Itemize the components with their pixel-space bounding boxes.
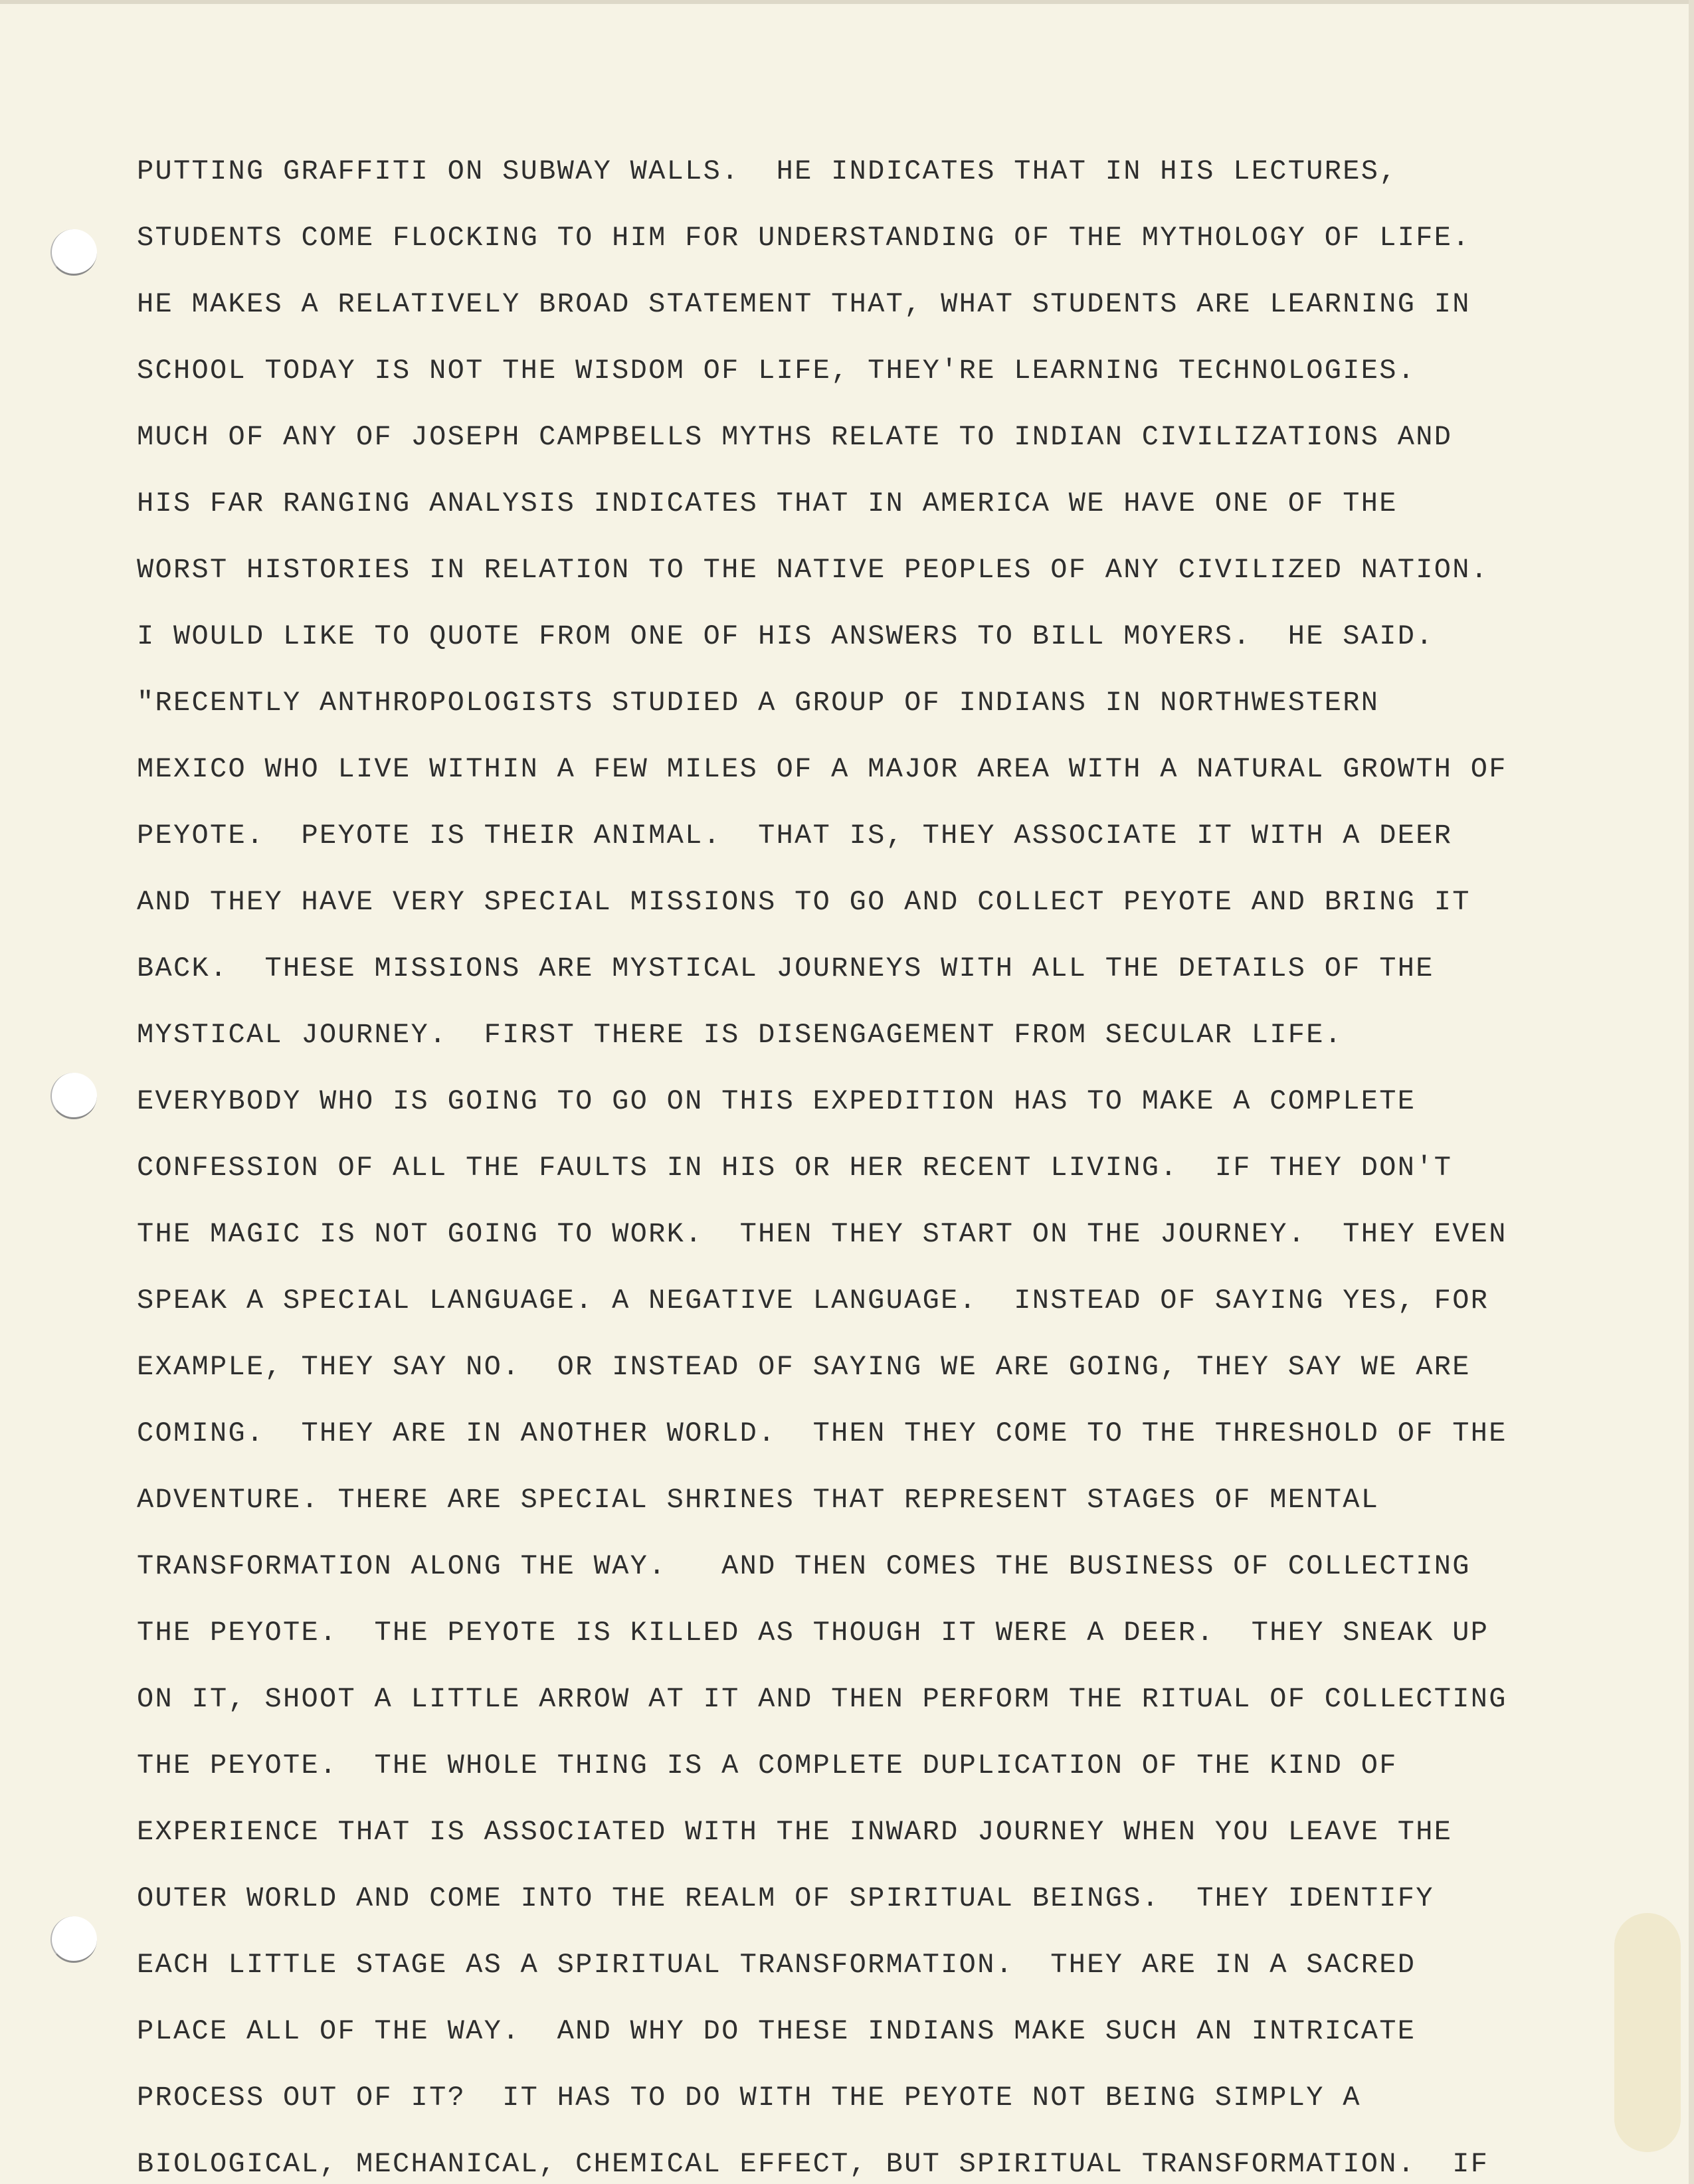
text-line: THE MAGIC IS NOT GOING TO WORK. THEN THEY START ON THE JOURNEY. THEY EVEN (137, 1218, 1507, 1250)
page-right-edge (1689, 0, 1694, 2184)
text-line: EACH LITTLE STAGE AS A SPIRITUAL TRANSFORMATION. THEY ARE IN A SACRED (137, 1949, 1416, 1981)
text-line: THE PEYOTE. THE WHOLE THING IS A COMPLETE DUPLICATION OF THE KIND OF (137, 1750, 1398, 1781)
text-line: BACK. THESE MISSIONS ARE MYSTICAL JOURNEYS WITH ALL THE DETAILS OF THE (137, 953, 1434, 984)
text-line: EVERYBODY WHO IS GOING TO GO ON THIS EXPEDITION HAS TO MAKE A COMPLETE (137, 1085, 1416, 1117)
text-line: PROCESS OUT OF IT? IT HAS TO DO WITH THE PEYOTE NOT BEING SIMPLY A (137, 2082, 1361, 2114)
text-line: HE MAKES A RELATIVELY BROAD STATEMENT THAT, WHAT STUDENTS ARE LEARNING IN (137, 288, 1471, 320)
text-line: PUTTING GRAFFITI ON SUBWAY WALLS. HE INDICATES THAT IN HIS LECTURES, (137, 155, 1398, 187)
text-line: THE PEYOTE. THE PEYOTE IS KILLED AS THOUGH IT WERE A DEER. THEY SNEAK UP (137, 1617, 1489, 1649)
text-line: TRANSFORMATION ALONG THE WAY. AND THEN COMES THE BUSINESS OF COLLECTING (137, 1550, 1471, 1582)
punch-hole-top (50, 229, 97, 276)
text-line: I WOULD LIKE TO QUOTE FROM ONE OF HIS ANSWERS TO BILL MOYERS. HE SAID. (137, 620, 1434, 652)
page-top-edge (0, 0, 1694, 4)
text-line: BIOLOGICAL, MECHANICAL, CHEMICAL EFFECT, BUT SPIRITUAL TRANSFORMATION. IF (137, 2148, 1489, 2180)
text-line: MUCH OF ANY OF JOSEPH CAMPBELLS MYTHS RELATE TO INDIAN CIVILIZATIONS AND (137, 421, 1453, 453)
text-line: PEYOTE. PEYOTE IS THEIR ANIMAL. THAT IS, THEY ASSOCIATE IT WITH A DEER (137, 820, 1453, 852)
text-line: CONFESSION OF ALL THE FAULTS IN HIS OR HER RECENT LIVING. IF THEY DON'T (137, 1152, 1453, 1184)
text-line: OUTER WORLD AND COME INTO THE REALM OF SPIRITUAL BEINGS. THEY IDENTIFY (137, 1882, 1434, 1914)
text-line: ADVENTURE. THERE ARE SPECIAL SHRINES THAT REPRESENT STAGES OF MENTAL (137, 1484, 1380, 1516)
text-line: EXAMPLE, THEY SAY NO. OR INSTEAD OF SAYING WE ARE GOING, THEY SAY WE ARE (137, 1351, 1471, 1383)
text-line: HIS FAR RANGING ANALYSIS INDICATES THAT IN AMERICA WE HAVE ONE OF THE (137, 488, 1398, 519)
text-line: MYSTICAL JOURNEY. FIRST THERE IS DISENGAGEMENT FROM SECULAR LIFE. (137, 1019, 1343, 1051)
punch-hole-middle (50, 1073, 97, 1119)
text-line: ON IT, SHOOT A LITTLE ARROW AT IT AND THEN PERFORM THE RITUAL OF COLLECTING (137, 1683, 1507, 1715)
text-line: COMING. THEY ARE IN ANOTHER WORLD. THEN THEY COME TO THE THRESHOLD OF THE (137, 1417, 1507, 1449)
text-line: EXPERIENCE THAT IS ASSOCIATED WITH THE INWARD JOURNEY WHEN YOU LEAVE THE (137, 1816, 1453, 1848)
text-line: STUDENTS COME FLOCKING TO HIM FOR UNDERSTANDING OF THE MYTHOLOGY OF LIFE. (137, 222, 1471, 254)
text-line: WORST HISTORIES IN RELATION TO THE NATIVE PEOPLES OF ANY CIVILIZED NATION. (137, 554, 1489, 586)
text-line: MEXICO WHO LIVE WITHIN A FEW MILES OF A MAJOR AREA WITH A NATURAL GROWTH OF (137, 753, 1507, 785)
text-line: AND THEY HAVE VERY SPECIAL MISSIONS TO GO AND COLLECT PEYOTE AND BRING IT (137, 886, 1471, 918)
text-line: SPEAK A SPECIAL LANGUAGE. A NEGATIVE LANGUAGE. INSTEAD OF SAYING YES, FOR (137, 1285, 1489, 1317)
typed-text-block (137, 138, 1651, 2184)
text-line: "RECENTLY ANTHROPOLOGISTS STUDIED A GROUP OF INDIANS IN NORTHWESTERN (137, 687, 1380, 719)
text-line: SCHOOL TODAY IS NOT THE WISDOM OF LIFE, THEY'RE LEARNING TECHNOLOGIES. (137, 355, 1416, 387)
text-line: PLACE ALL OF THE WAY. AND WHY DO THESE INDIANS MAKE SUCH AN INTRICATE (137, 2015, 1416, 2047)
punch-hole-bottom (50, 1916, 97, 1963)
